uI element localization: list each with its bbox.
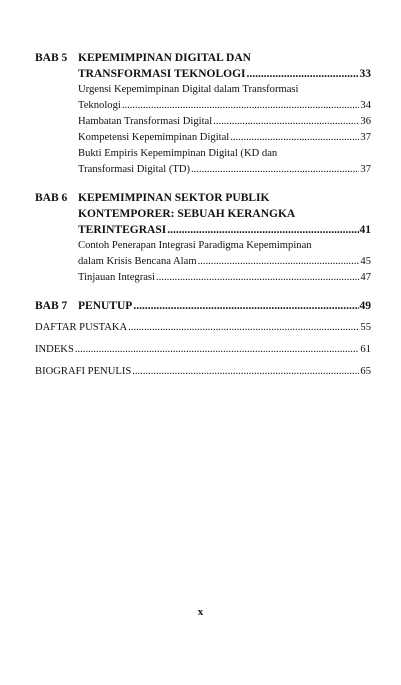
- entry-title: BIOGRAFI PENULIS: [35, 366, 132, 377]
- page-ref: 33: [359, 68, 371, 80]
- dot-leader: [156, 270, 359, 286]
- dot-leader: [213, 114, 359, 130]
- dot-leader: [75, 342, 360, 358]
- toc-subsection[interactable]: [78, 146, 371, 178]
- dot-leader: [191, 162, 359, 178]
- chapter-title: PENUTUP: [78, 300, 133, 312]
- page-ref: 45: [360, 256, 371, 267]
- subsection-title-line: Urgensi Kepemimpinan Digital dalam Transformasi: [78, 84, 299, 95]
- dot-leader: [247, 66, 359, 82]
- dot-leader: [198, 254, 360, 270]
- toc-subsection[interactable]: [78, 82, 371, 114]
- chapter-label: BAB 5: [35, 52, 68, 64]
- table-of-contents: [35, 50, 371, 380]
- toc-chapter-5: [35, 50, 371, 178]
- subsection-title: Tinjauan Integrasi: [78, 272, 155, 283]
- dot-leader: [128, 320, 359, 336]
- chapter-title-line: TERINTEGRASI: [78, 224, 167, 236]
- chapter-title-line: TRANSFORMASI TEKNOLOGI: [78, 68, 246, 80]
- chapter-title[interactable]: [78, 190, 371, 238]
- page-ref: 37: [360, 164, 371, 175]
- subsection-title: Kompetensi Kepemimpinan Digital: [78, 132, 230, 143]
- toc-subsection[interactable]: [78, 238, 371, 270]
- page-ref: 49: [359, 300, 371, 312]
- chapter-title[interactable]: [78, 50, 371, 82]
- toc-entry-indeks[interactable]: [35, 342, 371, 358]
- toc-entry-daftar-pustaka[interactable]: [35, 320, 371, 336]
- toc-subsection[interactable]: [78, 130, 371, 146]
- chapter-label: BAB 6: [35, 192, 68, 204]
- subsection-title-line: dalam Krisis Bencana Alam: [78, 256, 197, 267]
- subsection-title-line: Teknologi: [78, 100, 121, 111]
- page-ref: 47: [360, 272, 371, 283]
- chapter-title-line: KEPEMIMPINAN SEKTOR PUBLIK: [78, 192, 270, 204]
- subsection-title: Hambatan Transformasi Digital: [78, 116, 213, 127]
- page-number: x: [197, 606, 204, 618]
- dot-leader: [132, 364, 359, 380]
- page-ref: 37: [360, 132, 371, 143]
- dot-leader: [167, 222, 358, 238]
- page-ref: 61: [360, 344, 371, 355]
- page-ref: 34: [360, 100, 371, 111]
- subsection-title-line: Transformasi Digital (TD): [78, 164, 191, 175]
- chapter-title-line: KONTEMPORER: SEBUAH KERANGKA: [78, 208, 296, 220]
- toc-chapter-6: [35, 190, 371, 286]
- page-ref: 36: [360, 116, 371, 127]
- subsection-title-line: Bukti Empiris Kepemimpinan Digital (KD dan: [78, 148, 278, 159]
- toc-subsection[interactable]: [78, 270, 371, 286]
- toc-subsection[interactable]: [78, 114, 371, 130]
- subsection-title-line: Contoh Penerapan Integrasi Paradigma Kepemimpinan: [78, 240, 312, 251]
- dot-leader: [122, 98, 360, 114]
- entry-title: DAFTAR PUSTAKA: [35, 322, 128, 333]
- chapter-label: BAB 7: [35, 300, 68, 312]
- page-ref: 55: [360, 322, 371, 333]
- entry-title: INDEKS: [35, 344, 74, 355]
- dot-leader: [230, 130, 359, 146]
- page-ref: 65: [360, 366, 371, 377]
- toc-entry-biografi-penulis[interactable]: [35, 364, 371, 380]
- toc-chapter-7[interactable]: [35, 298, 371, 314]
- page-ref: 41: [359, 224, 371, 236]
- chapter-title-line: KEPEMIMPINAN DIGITAL DAN: [78, 52, 251, 64]
- dot-leader: [133, 298, 358, 314]
